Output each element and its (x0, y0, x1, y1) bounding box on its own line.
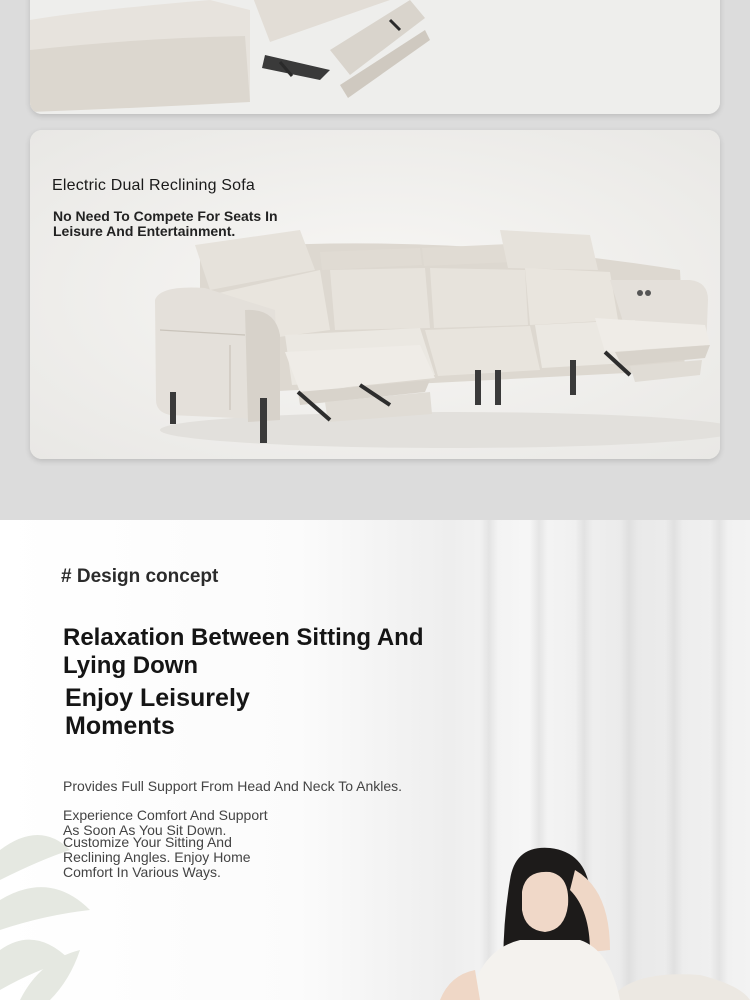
customize-paragraph: Customize Your Sitting And Reclining Angles. Enjoy Home Comfort In Various Ways. (63, 834, 251, 880)
product-title: Electric Dual Reclining Sofa (52, 177, 256, 194)
concept-headline: Relaxation Between Sitting And Lying Down (63, 624, 424, 679)
product-subtitle: No Need To Compete For Seats In Leisure And Entertainment. (53, 208, 278, 239)
concept-subheadline: Enjoy Leisurely Moments (65, 684, 250, 740)
recliner-closeup-image (30, 0, 720, 114)
comfort-paragraph: Experience Comfort And Support As Soon As You Sit Down. (63, 807, 268, 838)
section-label: # Design concept (61, 566, 219, 587)
design-concept-section (0, 520, 750, 1000)
woman-resting-image (0, 520, 750, 1000)
product-card (30, 130, 720, 459)
recliner-closeup-card (30, 0, 720, 114)
support-paragraph: Provides Full Support From Head And Neck To Ankles. (63, 778, 403, 794)
